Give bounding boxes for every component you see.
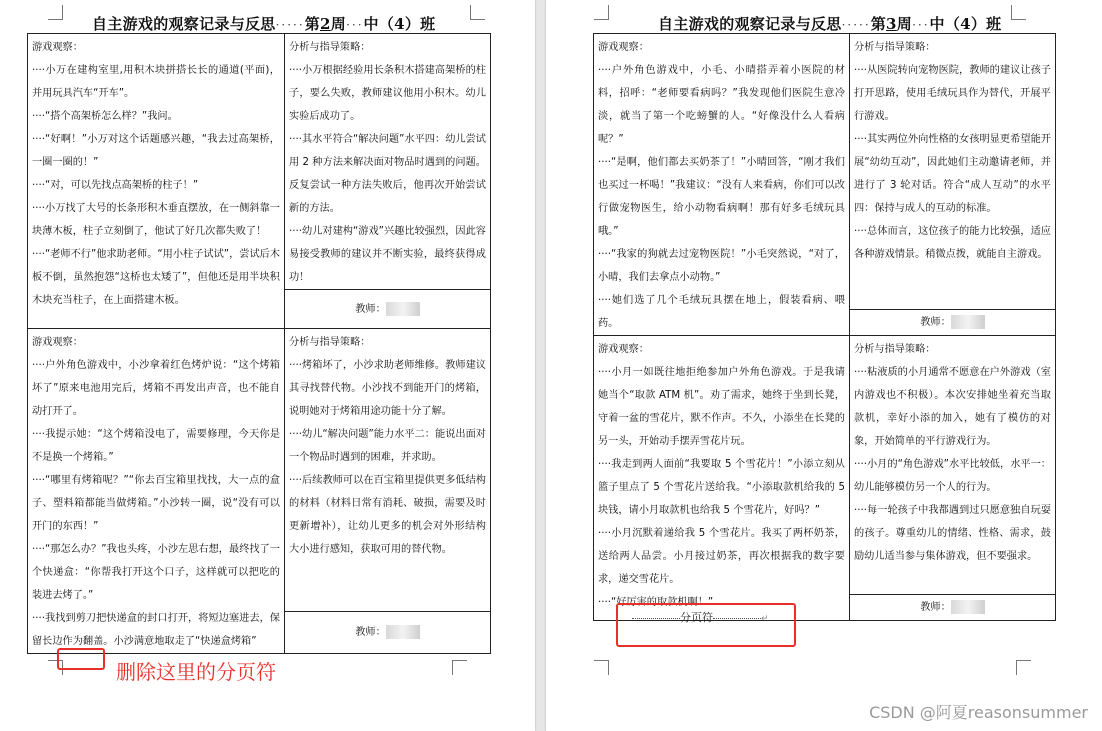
strategy-header: 分析与指导策略： xyxy=(289,337,371,348)
paragraph: ····小万在建构室里,用积木块拼搭长长的通道(平面)，并用玩具汽车“开车”。 xyxy=(32,65,280,99)
observation-header: 游戏观察： xyxy=(598,344,649,355)
observation-header: 游戏观察： xyxy=(598,42,649,53)
strategy-header: 分析与指导策略： xyxy=(854,42,936,53)
annotation-highlight-box xyxy=(616,603,796,647)
paragraph: ····烤箱坏了，小沙求助老师维修。教师建议其寻找替代物。小沙找不到能开门的烤箱，说明她对于烤箱用途功能十分了解。 xyxy=(289,360,486,417)
page-title: 自主游戏的观察记录与反思·····第2周···中（4）班 xyxy=(92,15,436,33)
crop-mark xyxy=(452,660,467,675)
paragraph: ····幼儿对建构“游戏”兴趣比较强烈，因此容易接受教师的建议并不断实验，最终获得成功！ xyxy=(289,226,486,283)
teacher-signature-cell[interactable] xyxy=(285,611,491,653)
paragraph: ····小月一如既往地拒绝参加户外角色游戏。于是我请她当个“取款 ATM 机”。劝了需求，她终于坐到长凳，守着一盆的雪花片，默不作声。不久，小添坐在长凳的另一头，开始动手摆弄雪花片玩。 xyxy=(598,367,845,447)
paragraph: ····小万根据经验用长条积木搭建高架桥的柱子，要么失败，教师建议他用小积木。幼儿实验后成功了。 xyxy=(289,65,486,122)
strategy-header: 分析与指导策略： xyxy=(854,344,936,355)
strategy-cell[interactable] xyxy=(850,34,1056,310)
strategy-cell[interactable] xyxy=(285,34,491,290)
observation-cell[interactable] xyxy=(594,34,850,336)
paragraph: ····总体而言，这位孩子的能力比较强，适应各种游戏情景。稍微点拨，就能自主游戏。 xyxy=(854,226,1051,260)
teacher-label: 教师： xyxy=(920,601,951,613)
paragraph: ····粘液质的小月通常不愿意在户外游戏（室内游戏也不积极）。本次安排她坐着充当取款机，幸好小添的加入，她有了模仿的对象，开始简单的平行游戏行为。 xyxy=(854,367,1051,447)
strategy-header: 分析与指导策略： xyxy=(289,42,371,53)
paragraph: ····从医院转向宠物医院，教师的建议让孩子打开思路，使用毛绒玩具作为替代，开展平行游戏。 xyxy=(854,65,1051,122)
crop-mark xyxy=(470,5,485,20)
annotation-highlight-box xyxy=(57,648,105,670)
teacher-label: 教师： xyxy=(355,303,386,315)
observation-cell[interactable] xyxy=(28,34,285,329)
teacher-label: 教师： xyxy=(920,317,951,328)
crop-mark xyxy=(594,660,609,675)
observation-table xyxy=(593,33,1056,621)
strategy-cell[interactable] xyxy=(850,336,1056,595)
paragraph: ····“对，可以先找点高架桥的柱子！” xyxy=(32,180,199,191)
paragraph: ····户外角色游戏中，小沙拿着红色烤炉说：“这个烤箱坏了”原来电池用完后，烤箱不再发出声音，也不能自动打开了。 xyxy=(32,360,280,417)
paragraph: ····其实两位外向性格的女孩明显更希望能开展“幼幼互动”，因此她们主动邀请老师，并进行了 3 轮对话。符合“成人互动”的水平四：保持与成人的互动的标准。 xyxy=(854,134,1051,214)
page-break-label: 分页符 xyxy=(680,611,713,624)
paragraph: ····每一轮孩子中我都遇到过只愿意独自玩耍的孩子。尊重幼儿的情绪、性格、需求，鼓励幼儿适当参与集体游戏，但不要强求。 xyxy=(854,505,1051,562)
document-page-left xyxy=(0,0,535,731)
document-page-right xyxy=(546,0,1102,731)
paragraph: ····小月沉默着递给我 5 个雪花片。我买了两杯奶茶，送给两人品尝。小月接过奶茶，再次根据我的数字要求，递交雪花片。 xyxy=(598,528,845,585)
redacted-name xyxy=(386,625,420,639)
crop-mark xyxy=(594,5,609,20)
paragraph: ····她们选了几个毛绒玩具摆在地上，假装看病、喂药。 xyxy=(598,295,845,329)
paragraph: ····“哪里有烤箱呢？”“你去百宝箱里找找，大一点的盒子、塑料箱都能当做烤箱。”小沙转一圈，说“没有可以开门的东西！” xyxy=(32,475,280,532)
redacted-name xyxy=(951,315,985,329)
observation-header: 游戏观察： xyxy=(32,42,83,53)
teacher-signature-cell[interactable] xyxy=(285,290,491,329)
paragraph: ····“搭个高架桥怎么样？”我问。 xyxy=(32,111,178,122)
page-title: 自主游戏的观察记录与反思·····第3周···中（4）班 xyxy=(658,15,1002,33)
observation-cell[interactable] xyxy=(28,329,285,654)
watermark: CSDN @阿夏reasonsummer xyxy=(869,703,1088,722)
redacted-name xyxy=(386,302,420,316)
observation-header: 游戏观察： xyxy=(32,337,83,348)
crop-mark xyxy=(1011,5,1026,20)
paragraph: ····我走到两人面前“我要取 5 个雪花片！”小添立刻从篮子里点了 5 个雪花片送给我。“小添取款机给我的 5 块钱，请小月取款机也给我 5 个雪花片，好吗？” xyxy=(598,459,845,516)
teacher-label: 教师： xyxy=(355,626,386,638)
paragraph: ····“好厉害的取款机啊！” xyxy=(598,597,714,608)
paragraph: ····我提示她：“这个烤箱没电了，需要修理，今天你是不是换一个烤箱。” xyxy=(32,429,280,463)
crop-mark xyxy=(1016,660,1031,675)
paragraph-mark-icon: ↵ xyxy=(761,614,769,624)
strategy-cell[interactable] xyxy=(285,329,491,612)
redacted-name xyxy=(951,600,985,614)
paragraph: ····户外角色游戏中，小毛、小晴搭弄着小医院的材料，招呼：“老师要看病吗？”我发现他们医院生意冷淡，就当了第一个吃螃蟹的人。“好像没什么人看病呢？” xyxy=(598,65,845,145)
paragraph: ····小万找了大号的长条形积木垂直摆放，在一侧斜靠一块薄木板，柱子立刻倒了，他试了好几次都失败了！ xyxy=(32,203,280,237)
paragraph: ····“那怎么办？”我也头疼，小沙左思右想，最终找了一个快递盒：“你帮我打开这个口子，这样就可以把吃的装进去烤了。” xyxy=(32,544,280,601)
paragraph: ····“好啊！”小万对这个话题感兴趣，“我去过高架桥，一圈一圈的！” xyxy=(32,134,280,168)
paragraph: ····幼儿“解决问题”能力水平二：能说出面对一个物品时遇到的困难，并求助。 xyxy=(289,429,486,463)
paragraph: ····“老师不行”他求助老师。“用小柱子试试”，尝试后木板不倒，虽然抱怨“这桥也太矮了”，但他还是用半块积木块充当柱子，在上面搭建木板。 xyxy=(32,249,280,306)
paragraph: ····“我家的狗就去过宠物医院！”小毛突然说，“对了，小晴，我们去拿点小动物。” xyxy=(598,249,845,283)
paragraph: ····后续教师可以在百宝箱里提供更多低结构的材料（材料日常有消耗、破损，需要及时更新增补），让幼儿更多的机会对外形结构大小进行感知，获取可用的替代物。 xyxy=(289,475,486,555)
observation-cell[interactable] xyxy=(594,336,850,621)
teacher-signature-cell[interactable] xyxy=(850,594,1056,620)
paragraph: ····“是啊，他们都去买奶茶了！”小晴回答，“刚才我们也买过一杯喝！”我建议：“没有人来看病，你们可以改行做宠物医生，给小动物看病啊！那有好多毛绒玩具哦。” xyxy=(598,157,845,237)
paragraph: ····我找到剪刀把快递盒的封口打开，将短边塞进去，保留长边作为翻盖。小沙满意地取走了“快递盒烤箱” xyxy=(32,613,280,647)
paragraph: ····小月的“角色游戏”水平比较低，水平一：幼儿能够模仿另一个人的行为。 xyxy=(854,459,1051,493)
paragraph: ····其水平符合“解决问题”水平四：幼儿尝试用 2 种方法来解决面对物品时遇到的问题。反复尝试一种方法失败后，他再次开始尝试新的方法。 xyxy=(289,134,486,214)
teacher-signature-cell[interactable] xyxy=(850,310,1056,336)
observation-table xyxy=(27,33,491,654)
crop-mark xyxy=(48,5,63,20)
annotation-text: 删除这里的分页符 xyxy=(116,660,276,684)
